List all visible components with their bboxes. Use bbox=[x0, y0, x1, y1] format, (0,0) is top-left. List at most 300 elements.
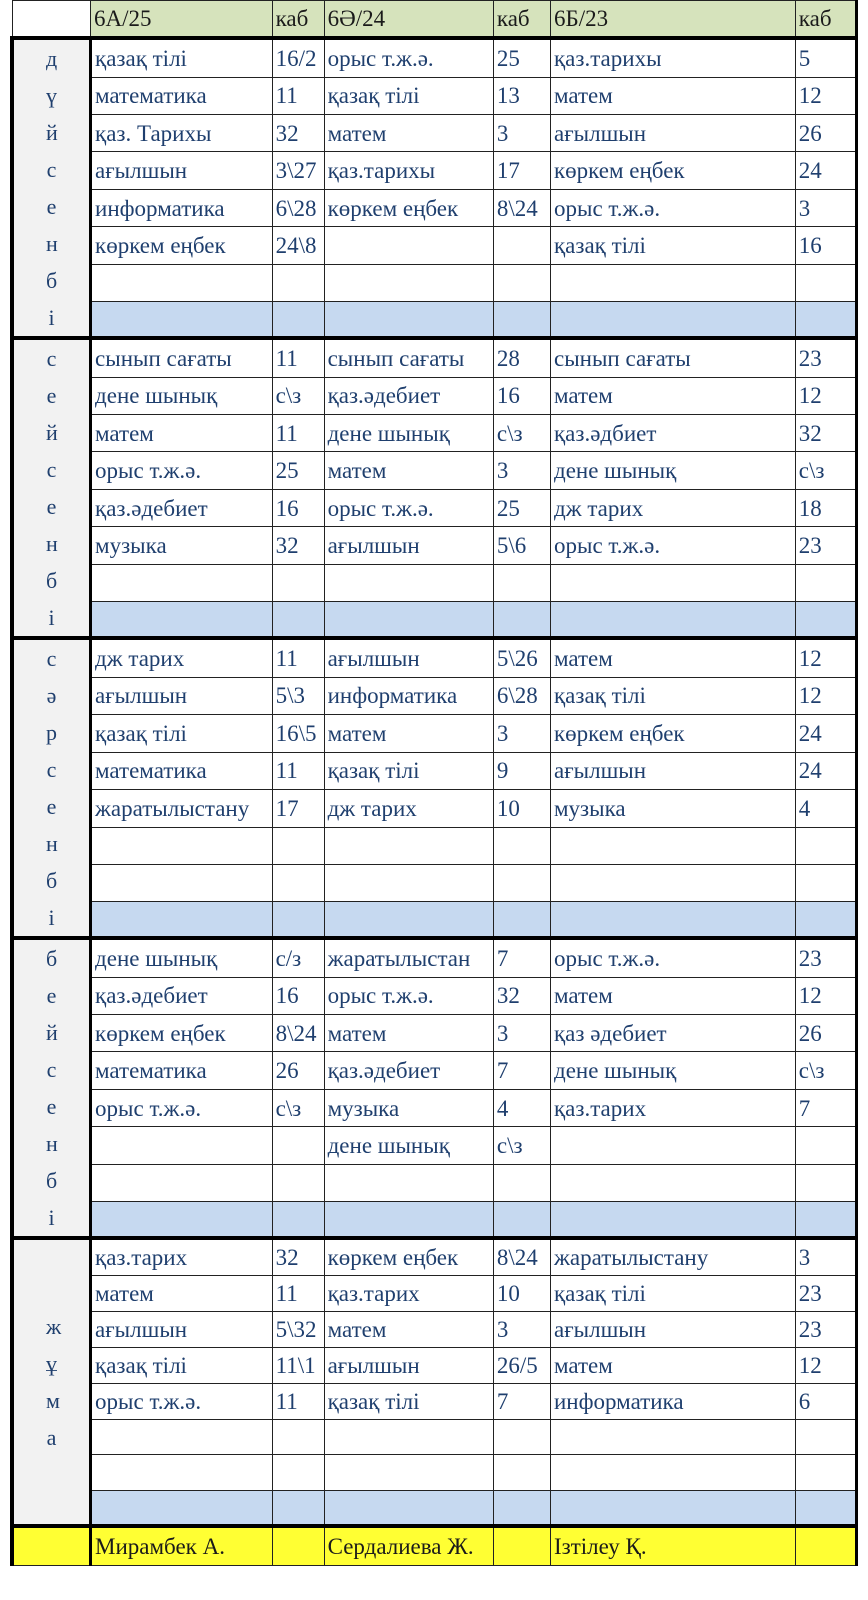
lesson-row bbox=[12, 977, 857, 1014]
cell-class-6ae-room: 7 bbox=[493, 1384, 550, 1420]
cell-class-6b-subject: қазақ тілі bbox=[551, 1276, 796, 1312]
lesson-row bbox=[12, 1052, 857, 1089]
cell-class-6a-subject: қазақ тілі bbox=[91, 38, 273, 77]
lesson-row bbox=[12, 638, 857, 677]
cell-class-6b-subject bbox=[551, 264, 796, 301]
cell-class-6b-room: 16 bbox=[795, 227, 856, 264]
cell-class-6a-subject: математика bbox=[91, 752, 273, 790]
lesson-row bbox=[12, 1164, 857, 1201]
header-class-6ae: 6Ә/24 bbox=[324, 1, 493, 39]
cell-class-6a-subject: ағылшын bbox=[91, 152, 273, 189]
lesson-row bbox=[12, 1276, 857, 1312]
header-class-6b: 6Б/23 bbox=[551, 1, 796, 39]
cell-class-6b-subject bbox=[551, 827, 796, 864]
cell-class-6ae-room: 32 bbox=[493, 977, 550, 1014]
cell-class-6b-room bbox=[795, 564, 856, 601]
cell-class-6ae-room: 16 bbox=[493, 377, 550, 414]
cell-class-6ae-subject: дж тарих bbox=[324, 790, 493, 828]
cell-class-6ae-subject: матем bbox=[324, 452, 493, 489]
lesson-row bbox=[12, 114, 857, 151]
cell-class-6b-room: 23 bbox=[795, 1276, 856, 1312]
cell-class-6b-room: 12 bbox=[795, 77, 856, 114]
separator-cell bbox=[795, 601, 856, 638]
cell-class-6a-subject bbox=[91, 827, 273, 864]
cell-class-6a-room bbox=[272, 564, 324, 601]
cell-class-6a-room: 5\32 bbox=[272, 1312, 324, 1348]
day-name: жұма bbox=[46, 1313, 62, 1450]
cell-class-6ae-subject: орыс т.ж.ә. bbox=[324, 489, 493, 526]
cell-class-6b-subject: орыс т.ж.ә. bbox=[551, 189, 796, 226]
cell-class-6ae-room: 3 bbox=[493, 1014, 550, 1051]
cell-class-6ae-room bbox=[493, 227, 550, 264]
cell-class-6a-subject: матем bbox=[91, 1276, 273, 1312]
separator-cell bbox=[551, 301, 796, 338]
cell-class-6b-subject: матем bbox=[551, 638, 796, 677]
separator-cell bbox=[551, 1490, 796, 1525]
lesson-row bbox=[12, 938, 857, 977]
lesson-row bbox=[12, 489, 857, 526]
cell-class-6b-room bbox=[795, 1164, 856, 1201]
cell-class-6a-subject: матем bbox=[91, 414, 273, 451]
header-room-6ae: каб bbox=[493, 1, 550, 39]
separator-cell bbox=[91, 1201, 273, 1238]
lesson-row bbox=[12, 377, 857, 414]
footer-empty-cell bbox=[272, 1526, 324, 1566]
cell-class-6a-room: 16 bbox=[272, 977, 324, 1014]
cell-class-6ae-subject bbox=[324, 564, 493, 601]
cell-class-6b-room: 12 bbox=[795, 977, 856, 1014]
cell-class-6b-subject: матем bbox=[551, 77, 796, 114]
day-separator-row bbox=[12, 601, 857, 638]
cell-class-6a-subject: қаз.тарих bbox=[91, 1238, 273, 1276]
lesson-row bbox=[12, 1312, 857, 1348]
cell-class-6b-subject: жаратылыстану bbox=[551, 1238, 796, 1276]
cell-class-6ae-room: 13 bbox=[493, 77, 550, 114]
lesson-row bbox=[12, 264, 857, 301]
cell-class-6b-subject: қаз әдебиет bbox=[551, 1014, 796, 1051]
cell-class-6a-room: с\з bbox=[272, 377, 324, 414]
lesson-row bbox=[12, 1348, 857, 1384]
cell-class-6ae-subject: ағылшын bbox=[324, 1348, 493, 1384]
lesson-row bbox=[12, 790, 857, 828]
cell-class-6a-room bbox=[272, 264, 324, 301]
cell-class-6ae-room: 26/5 bbox=[493, 1348, 550, 1384]
cell-class-6ae-room: 28 bbox=[493, 338, 550, 377]
cell-class-6ae-subject: ағылшын bbox=[324, 527, 493, 564]
cell-class-6b-subject: дене шынық bbox=[551, 452, 796, 489]
cell-class-6a-subject bbox=[91, 1127, 273, 1164]
header-room-6b: каб bbox=[795, 1, 856, 39]
day-separator-row bbox=[12, 901, 857, 938]
cell-class-6ae-room: 3 bbox=[493, 715, 550, 753]
cell-class-6b-room: 32 bbox=[795, 414, 856, 451]
cell-class-6b-subject: қазақ тілі bbox=[551, 677, 796, 715]
separator-cell bbox=[91, 301, 273, 338]
cell-class-6ae-room: 10 bbox=[493, 790, 550, 828]
cell-class-6b-room: 12 bbox=[795, 638, 856, 677]
cell-class-6a-subject: қазақ тілі bbox=[91, 1348, 273, 1384]
cell-class-6b-room bbox=[795, 864, 856, 901]
day-separator-row bbox=[12, 301, 857, 338]
cell-class-6b-subject bbox=[551, 564, 796, 601]
cell-class-6ae-subject: қазақ тілі bbox=[324, 77, 493, 114]
cell-class-6a-subject: ағылшын bbox=[91, 677, 273, 715]
cell-class-6ae-room: 6\28 bbox=[493, 677, 550, 715]
separator-cell bbox=[91, 901, 273, 938]
class-teacher-name: Сердалиева Ж. bbox=[324, 1526, 493, 1566]
cell-class-6ae-subject: қаз.әдебиет bbox=[324, 1052, 493, 1089]
header-class-6a: 6А/25 bbox=[91, 1, 273, 39]
cell-class-6b-room: 6 bbox=[795, 1384, 856, 1420]
lesson-row bbox=[12, 752, 857, 790]
cell-class-6ae-room: 17 bbox=[493, 152, 550, 189]
schedule-table bbox=[10, 0, 858, 1566]
cell-class-6a-room: 5\3 bbox=[272, 677, 324, 715]
cell-class-6a-subject: көркем еңбек bbox=[91, 1014, 273, 1051]
cell-class-6b-subject bbox=[551, 1420, 796, 1455]
cell-class-6a-room: 11\1 bbox=[272, 1348, 324, 1384]
cell-class-6a-subject: қаз.әдебиет bbox=[91, 489, 273, 526]
cell-class-6a-room: 32 bbox=[272, 114, 324, 151]
cell-class-6a-subject: музыка bbox=[91, 527, 273, 564]
cell-class-6ae-room bbox=[493, 264, 550, 301]
cell-class-6b-room bbox=[795, 1420, 856, 1455]
cell-class-6ae-room bbox=[493, 1420, 550, 1455]
day-name: бейсенбі bbox=[46, 946, 58, 1230]
teacher-row bbox=[12, 1526, 857, 1566]
separator-cell bbox=[551, 901, 796, 938]
separator-cell bbox=[493, 1490, 550, 1525]
cell-class-6a-room: 6\28 bbox=[272, 189, 324, 226]
cell-class-6b-subject: матем bbox=[551, 377, 796, 414]
day-name: сәрсенбі bbox=[46, 646, 58, 930]
cell-class-6a-room: 3\27 bbox=[272, 152, 324, 189]
lesson-row bbox=[12, 227, 857, 264]
cell-class-6ae-subject: қаз.тарих bbox=[324, 1276, 493, 1312]
cell-class-6b-room bbox=[795, 1127, 856, 1164]
cell-class-6a-subject bbox=[91, 1164, 273, 1201]
cell-class-6b-room: с\з bbox=[795, 1052, 856, 1089]
separator-cell bbox=[795, 301, 856, 338]
schedule-body bbox=[12, 1, 857, 1566]
cell-class-6a-room bbox=[272, 864, 324, 901]
cell-class-6ae-room bbox=[493, 564, 550, 601]
separator-cell bbox=[493, 1201, 550, 1238]
cell-class-6b-room bbox=[795, 264, 856, 301]
cell-class-6ae-subject: дене шынық bbox=[324, 1127, 493, 1164]
cell-class-6ae-subject bbox=[324, 227, 493, 264]
cell-class-6ae-subject: матем bbox=[324, 114, 493, 151]
cell-class-6b-room: 26 bbox=[795, 114, 856, 151]
cell-class-6a-subject: орыс т.ж.ә. bbox=[91, 452, 273, 489]
separator-cell bbox=[272, 1490, 324, 1525]
lesson-row bbox=[12, 414, 857, 451]
cell-class-6a-room bbox=[272, 1455, 324, 1490]
cell-class-6b-room: 23 bbox=[795, 1312, 856, 1348]
footer-empty-cell bbox=[493, 1526, 550, 1566]
cell-class-6ae-subject bbox=[324, 264, 493, 301]
cell-class-6b-subject: сынып сағаты bbox=[551, 338, 796, 377]
lesson-row bbox=[12, 1127, 857, 1164]
cell-class-6ae-subject: қаз.әдебиет bbox=[324, 377, 493, 414]
cell-class-6b-room: 12 bbox=[795, 1348, 856, 1384]
separator-cell bbox=[324, 901, 493, 938]
cell-class-6b-room: 7 bbox=[795, 1089, 856, 1126]
cell-class-6b-subject: дж тарих bbox=[551, 489, 796, 526]
lesson-row bbox=[12, 527, 857, 564]
cell-class-6ae-subject: музыка bbox=[324, 1089, 493, 1126]
cell-class-6ae-room: 7 bbox=[493, 1052, 550, 1089]
separator-cell bbox=[493, 301, 550, 338]
cell-class-6a-room: с\з bbox=[272, 1089, 324, 1126]
separator-cell bbox=[272, 601, 324, 638]
cell-class-6ae-room: 7 bbox=[493, 938, 550, 977]
lesson-row bbox=[12, 1238, 857, 1276]
cell-class-6ae-subject: ағылшын bbox=[324, 638, 493, 677]
cell-class-6b-subject: матем bbox=[551, 1348, 796, 1384]
cell-class-6a-room: 11 bbox=[272, 77, 324, 114]
separator-cell bbox=[551, 601, 796, 638]
separator-cell bbox=[272, 1201, 324, 1238]
cell-class-6ae-subject bbox=[324, 1455, 493, 1490]
cell-class-6ae-room: 25 bbox=[493, 38, 550, 77]
separator-cell bbox=[91, 601, 273, 638]
cell-class-6b-subject bbox=[551, 1455, 796, 1490]
cell-class-6ae-room: с\з bbox=[493, 1127, 550, 1164]
class-teacher-name: Мирамбек А. bbox=[91, 1526, 273, 1566]
cell-class-6ae-subject: информатика bbox=[324, 677, 493, 715]
day-label bbox=[12, 638, 91, 938]
cell-class-6a-subject: орыс т.ж.ә. bbox=[91, 1089, 273, 1126]
cell-class-6a-room: 32 bbox=[272, 527, 324, 564]
cell-class-6ae-subject: матем bbox=[324, 1312, 493, 1348]
cell-class-6a-subject: информатика bbox=[91, 189, 273, 226]
separator-cell bbox=[91, 1490, 273, 1525]
cell-class-6ae-subject bbox=[324, 1420, 493, 1455]
cell-class-6a-subject: ағылшын bbox=[91, 1312, 273, 1348]
lesson-row bbox=[12, 338, 857, 377]
day-label bbox=[12, 338, 91, 638]
cell-class-6a-room: 11 bbox=[272, 1384, 324, 1420]
cell-class-6a-room bbox=[272, 1164, 324, 1201]
cell-class-6a-room: 26 bbox=[272, 1052, 324, 1089]
cell-class-6b-room: 24 bbox=[795, 715, 856, 753]
cell-class-6a-subject: сынып сағаты bbox=[91, 338, 273, 377]
cell-class-6b-subject bbox=[551, 864, 796, 901]
lesson-row bbox=[12, 715, 857, 753]
cell-class-6a-room bbox=[272, 1127, 324, 1164]
cell-class-6b-subject: көркем еңбек bbox=[551, 152, 796, 189]
cell-class-6a-subject: қаз.әдебиет bbox=[91, 977, 273, 1014]
cell-class-6b-subject: қаз.әдбиет bbox=[551, 414, 796, 451]
cell-class-6a-subject: математика bbox=[91, 77, 273, 114]
cell-class-6b-room: 24 bbox=[795, 152, 856, 189]
cell-class-6b-room: 24 bbox=[795, 752, 856, 790]
lesson-row bbox=[12, 677, 857, 715]
cell-class-6ae-subject bbox=[324, 864, 493, 901]
cell-class-6b-subject: дене шынық bbox=[551, 1052, 796, 1089]
lesson-row bbox=[12, 827, 857, 864]
cell-class-6a-room: 17 bbox=[272, 790, 324, 828]
lesson-row bbox=[12, 564, 857, 601]
cell-class-6b-room: 5 bbox=[795, 38, 856, 77]
day-name: дүйсенбі bbox=[46, 46, 58, 330]
separator-cell bbox=[795, 1490, 856, 1525]
cell-class-6ae-room: 9 bbox=[493, 752, 550, 790]
cell-class-6a-subject: қазақ тілі bbox=[91, 715, 273, 753]
cell-class-6a-subject bbox=[91, 1455, 273, 1490]
cell-class-6a-room: 16 bbox=[272, 489, 324, 526]
cell-class-6b-room: 23 bbox=[795, 938, 856, 977]
cell-class-6ae-room: 3 bbox=[493, 114, 550, 151]
cell-class-6b-room: 18 bbox=[795, 489, 856, 526]
cell-class-6b-room: 3 bbox=[795, 1238, 856, 1276]
cell-class-6ae-subject: жаратылыстан bbox=[324, 938, 493, 977]
cell-class-6b-room: 23 bbox=[795, 527, 856, 564]
cell-class-6a-room: 24\8 bbox=[272, 227, 324, 264]
day-label bbox=[12, 38, 91, 338]
cell-class-6b-subject: қазақ тілі bbox=[551, 227, 796, 264]
cell-class-6a-subject: көркем еңбек bbox=[91, 227, 273, 264]
cell-class-6b-subject: орыс т.ж.ә. bbox=[551, 938, 796, 977]
separator-cell bbox=[493, 601, 550, 638]
cell-class-6ae-room bbox=[493, 1455, 550, 1490]
cell-class-6b-subject: қаз.тарих bbox=[551, 1089, 796, 1126]
cell-class-6ae-room bbox=[493, 827, 550, 864]
cell-class-6b-room: 12 bbox=[795, 677, 856, 715]
lesson-row bbox=[12, 38, 857, 77]
header-row bbox=[12, 1, 857, 39]
cell-class-6b-room bbox=[795, 827, 856, 864]
cell-class-6a-subject: орыс т.ж.ә. bbox=[91, 1384, 273, 1420]
lesson-row bbox=[12, 1455, 857, 1490]
cell-class-6a-room bbox=[272, 1420, 324, 1455]
cell-class-6b-room: 23 bbox=[795, 338, 856, 377]
cell-class-6ae-room bbox=[493, 864, 550, 901]
cell-class-6a-room: с/з bbox=[272, 938, 324, 977]
cell-class-6a-room: 11 bbox=[272, 414, 324, 451]
cell-class-6ae-subject: дене шынық bbox=[324, 414, 493, 451]
header-room-6a: каб bbox=[272, 1, 324, 39]
cell-class-6ae-subject: орыс т.ж.ә. bbox=[324, 977, 493, 1014]
cell-class-6b-subject bbox=[551, 1127, 796, 1164]
cell-class-6a-room: 11 bbox=[272, 1276, 324, 1312]
cell-class-6b-subject: орыс т.ж.ә. bbox=[551, 527, 796, 564]
cell-class-6ae-room: 8\24 bbox=[493, 189, 550, 226]
cell-class-6a-room: 16/2 bbox=[272, 38, 324, 77]
cell-class-6ae-room: 4 bbox=[493, 1089, 550, 1126]
cell-class-6ae-room: 3 bbox=[493, 452, 550, 489]
cell-class-6b-subject: ағылшын bbox=[551, 752, 796, 790]
lesson-row bbox=[12, 1420, 857, 1455]
cell-class-6ae-subject: көркем еңбек bbox=[324, 189, 493, 226]
separator-cell bbox=[272, 301, 324, 338]
cell-class-6b-subject: матем bbox=[551, 977, 796, 1014]
footer-corner bbox=[12, 1526, 91, 1566]
cell-class-6ae-subject: қазақ тілі bbox=[324, 1384, 493, 1420]
cell-class-6a-subject bbox=[91, 864, 273, 901]
separator-cell bbox=[324, 1201, 493, 1238]
cell-class-6a-subject: математика bbox=[91, 1052, 273, 1089]
day-separator-row bbox=[12, 1490, 857, 1525]
cell-class-6a-room: 11 bbox=[272, 338, 324, 377]
cell-class-6b-room: с\з bbox=[795, 452, 856, 489]
footer-empty-cell bbox=[795, 1526, 856, 1566]
cell-class-6ae-room: 5\26 bbox=[493, 638, 550, 677]
separator-cell bbox=[795, 1201, 856, 1238]
cell-class-6b-room: 26 bbox=[795, 1014, 856, 1051]
cell-class-6a-subject bbox=[91, 564, 273, 601]
cell-class-6a-subject bbox=[91, 264, 273, 301]
cell-class-6ae-room bbox=[493, 1164, 550, 1201]
day-separator-row bbox=[12, 1201, 857, 1238]
cell-class-6ae-room: 5\6 bbox=[493, 527, 550, 564]
cell-class-6ae-subject: сынып сағаты bbox=[324, 338, 493, 377]
cell-class-6a-room: 25 bbox=[272, 452, 324, 489]
cell-class-6b-subject: ағылшын bbox=[551, 1312, 796, 1348]
lesson-row bbox=[12, 452, 857, 489]
cell-class-6ae-subject: матем bbox=[324, 1014, 493, 1051]
cell-class-6b-room bbox=[795, 1455, 856, 1490]
separator-cell bbox=[493, 901, 550, 938]
cell-class-6b-subject: музыка bbox=[551, 790, 796, 828]
cell-class-6a-room: 8\24 bbox=[272, 1014, 324, 1051]
separator-cell bbox=[272, 901, 324, 938]
cell-class-6b-subject: информатика bbox=[551, 1384, 796, 1420]
separator-cell bbox=[324, 1490, 493, 1525]
cell-class-6b-subject: ағылшын bbox=[551, 114, 796, 151]
separator-cell bbox=[795, 901, 856, 938]
separator-cell bbox=[324, 601, 493, 638]
day-name: сейсенбі bbox=[46, 346, 58, 630]
cell-class-6b-room: 4 bbox=[795, 790, 856, 828]
cell-class-6ae-room: 25 bbox=[493, 489, 550, 526]
lesson-row bbox=[12, 1014, 857, 1051]
cell-class-6a-subject: қаз. Тарихы bbox=[91, 114, 273, 151]
lesson-row bbox=[12, 1089, 857, 1126]
cell-class-6a-room: 32 bbox=[272, 1238, 324, 1276]
lesson-row bbox=[12, 189, 857, 226]
cell-class-6ae-subject: орыс т.ж.ә. bbox=[324, 38, 493, 77]
lesson-row bbox=[12, 152, 857, 189]
cell-class-6ae-subject bbox=[324, 1164, 493, 1201]
lesson-row bbox=[12, 1384, 857, 1420]
day-label bbox=[12, 1238, 91, 1526]
cell-class-6ae-subject bbox=[324, 827, 493, 864]
cell-class-6a-subject: дене шынық bbox=[91, 377, 273, 414]
cell-class-6a-room: 16\5 bbox=[272, 715, 324, 753]
lesson-row bbox=[12, 864, 857, 901]
cell-class-6a-room: 11 bbox=[272, 638, 324, 677]
cell-class-6ae-subject: көркем еңбек bbox=[324, 1238, 493, 1276]
separator-cell bbox=[551, 1201, 796, 1238]
cell-class-6b-subject: қаз.тарихы bbox=[551, 38, 796, 77]
cell-class-6ae-subject: қаз.тарихы bbox=[324, 152, 493, 189]
cell-class-6b-room: 3 bbox=[795, 189, 856, 226]
cell-class-6a-room: 11 bbox=[272, 752, 324, 790]
cell-class-6ae-room: 8\24 bbox=[493, 1238, 550, 1276]
cell-class-6b-subject: көркем еңбек bbox=[551, 715, 796, 753]
cell-class-6a-subject: дене шынық bbox=[91, 938, 273, 977]
cell-class-6ae-room: 3 bbox=[493, 1312, 550, 1348]
cell-class-6b-room: 12 bbox=[795, 377, 856, 414]
day-label bbox=[12, 938, 91, 1238]
cell-class-6a-subject: жаратылыстану bbox=[91, 790, 273, 828]
cell-class-6a-subject bbox=[91, 1420, 273, 1455]
cell-class-6ae-room: с\з bbox=[493, 414, 550, 451]
cell-class-6ae-subject: матем bbox=[324, 715, 493, 753]
header-corner bbox=[12, 1, 91, 39]
